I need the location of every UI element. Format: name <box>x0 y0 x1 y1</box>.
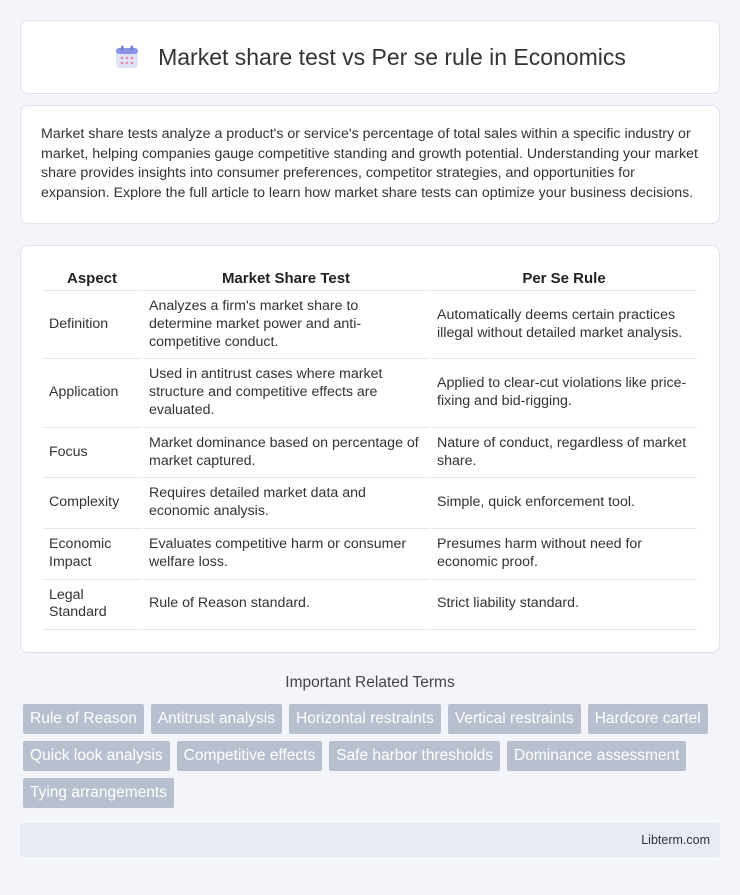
term-tag[interactable]: Vertical restraints <box>448 704 581 734</box>
cell-aspect: Definition <box>43 291 141 359</box>
cell-per-se-rule: Applied to clear-cut violations like price-fixing and bid-rigging. <box>431 359 697 427</box>
cell-aspect: Focus <box>43 428 141 479</box>
table-row <box>43 428 697 479</box>
calendar-icon <box>114 44 140 70</box>
term-tag[interactable]: Safe harbor thresholds <box>329 741 500 771</box>
cell-aspect: Application <box>43 359 141 427</box>
comparison-table <box>41 266 699 630</box>
cell-per-se-rule: Presumes harm without need for economic proof. <box>431 529 697 580</box>
cell-market-share-test: Rule of Reason standard. <box>143 580 429 631</box>
cell-per-se-rule: Automatically deems certain practices illegal without detailed market analysis. <box>431 291 697 359</box>
cell-per-se-rule: Strict liability standard. <box>431 580 697 631</box>
term-tag[interactable]: Quick look analysis <box>23 741 170 771</box>
footer <box>20 823 720 857</box>
cell-aspect: Legal Standard <box>43 580 141 631</box>
table-row <box>43 529 697 580</box>
cell-per-se-rule: Simple, quick enforcement tool. <box>431 478 697 529</box>
header-per-se-rule: Per Se Rule <box>431 266 697 291</box>
table-row <box>43 478 697 529</box>
cell-market-share-test: Analyzes a firm's market share to determine market power and anti-competitive conduct. <box>143 291 429 359</box>
term-tag[interactable]: Dominance assessment <box>507 741 686 771</box>
header-aspect: Aspect <box>43 266 141 291</box>
header-market-share-test: Market Share Test <box>143 266 429 291</box>
term-tag[interactable]: Rule of Reason <box>23 704 144 734</box>
footer-site-link[interactable]: Libterm.com <box>641 833 710 848</box>
cell-per-se-rule: Nature of conduct, regardless of market share. <box>431 428 697 479</box>
cell-market-share-test: Evaluates competitive harm or consumer welfare loss. <box>143 529 429 580</box>
cell-market-share-test: Requires detailed market data and economic analysis. <box>143 478 429 529</box>
header-card <box>20 20 720 94</box>
intro-text: Market share tests analyze a product's or service's percentage of total sales within a specific industry or market, helping companies gauge competitive standing and growth potential. Understanding your market share provides insights into consumer preferences, competitor strategies, and opportunities for expansion. Explore the full article to learn how market share tests can optimize your business decisions. <box>41 126 698 201</box>
page-title: Market share test vs Per se rule in Economics <box>158 43 626 70</box>
term-tag[interactable]: Antitrust analysis <box>151 704 282 734</box>
cell-market-share-test: Used in antitrust cases where market structure and competitive effects are evaluated. <box>143 359 429 427</box>
term-tag[interactable]: Tying arrangements <box>23 778 174 808</box>
cell-aspect: Complexity <box>43 478 141 529</box>
comparison-table-card <box>20 245 720 653</box>
term-tag[interactable]: Competitive effects <box>177 741 323 771</box>
related-terms-title: Important Related Terms <box>285 674 455 692</box>
related-terms-list <box>20 704 720 808</box>
table-row <box>43 291 697 359</box>
table-header-row <box>43 266 697 291</box>
term-tag[interactable]: Hardcore cartel <box>588 704 708 734</box>
term-tag[interactable]: Horizontal restraints <box>289 704 441 734</box>
cell-aspect: Economic Impact <box>43 529 141 580</box>
intro-card <box>20 105 720 224</box>
cell-market-share-test: Market dominance based on percentage of market captured. <box>143 428 429 479</box>
table-row <box>43 359 697 427</box>
table-row <box>43 580 697 631</box>
